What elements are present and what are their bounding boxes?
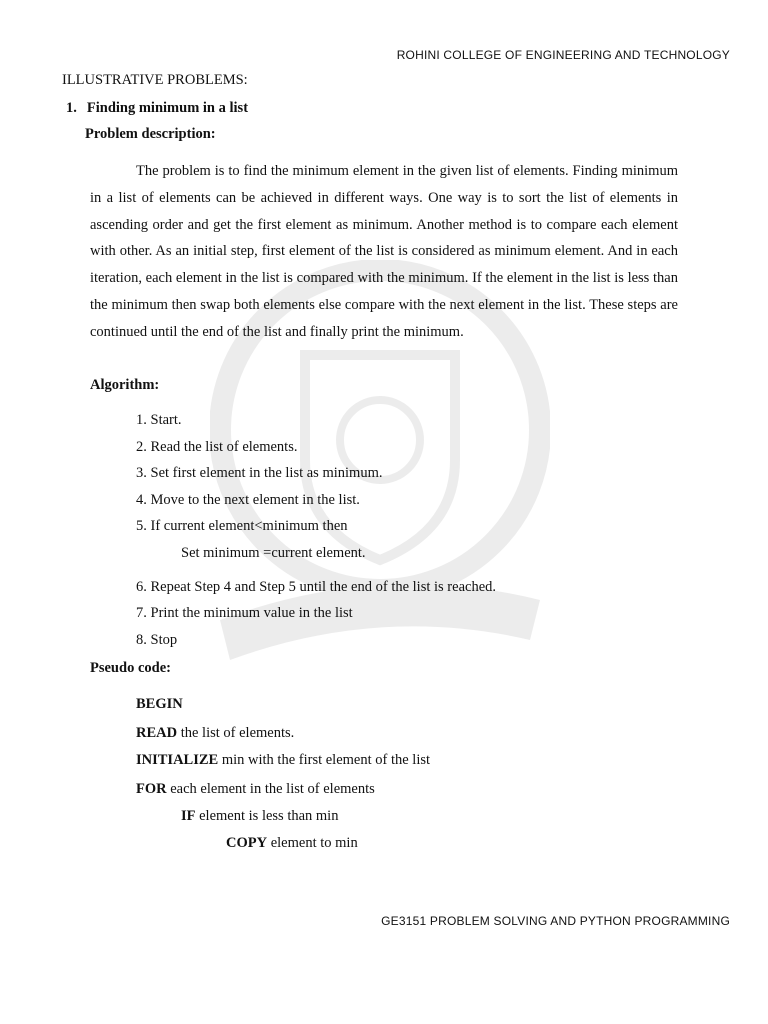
problem-number: 1. — [66, 100, 77, 116]
pseudo-line — [136, 725, 294, 742]
algorithm-step: 7. Print the minimum value in the list — [136, 605, 353, 621]
description-text: The problem is to find the minimum element in the given list of elements. Finding minimum in a list of elements can be achieved in different ways. One way is to sort the list of elements in ascending order and get the first element as minimum. Another method is to compare each element with other. As an initial step, first element of the list is considered as minimum element. And in each iteration, each element in the list is compared with the minimum. If the element in the list is less than the minimum then swap both elements else compare with the next element in the list. These steps are continued until the end of the list and finally print the minimum. — [90, 163, 678, 340]
pseudo-text: element to min — [267, 835, 358, 851]
pseudo-keyword: IF — [181, 808, 196, 824]
algorithm-heading: Algorithm: — [90, 377, 160, 393]
pseudo-text: min with the first element of the list — [218, 752, 431, 768]
algorithm-step: 1. Start. — [136, 412, 182, 428]
algorithm-substep: Set minimum =current element. — [181, 545, 366, 561]
pseudo-text: the list of elements. — [177, 725, 295, 741]
algorithm-step: 6. Repeat Step 4 and Step 5 until the end of the list is reached. — [136, 579, 497, 595]
page-header: ROHINI COLLEGE OF ENGINEERING AND TECHNOLOGY — [396, 48, 730, 62]
pseudo-line — [226, 835, 358, 852]
pseudo-line — [181, 808, 338, 825]
pseudo-line — [136, 696, 183, 713]
problem-description — [90, 158, 678, 346]
pseudo-keyword: BEGIN — [136, 696, 183, 712]
pseudo-keyword: FOR — [136, 781, 167, 797]
algorithm-step: 5. If current element<minimum then — [136, 518, 348, 534]
pseudo-keyword: INITIALIZE — [136, 752, 219, 768]
pseudo-heading: Pseudo code: — [90, 660, 171, 676]
pseudo-text: element is less than min — [195, 808, 339, 824]
description-heading: Problem description: — [85, 126, 216, 142]
algorithm-step: 3. Set first element in the list as minimum. — [136, 465, 383, 481]
algorithm-step: 8. Stop — [136, 632, 178, 648]
page-footer: GE3151 PROBLEM SOLVING AND PYTHON PROGRAMMING — [381, 914, 730, 928]
pseudo-line — [136, 752, 430, 769]
problem-title — [66, 100, 248, 117]
pseudo-text: each element in the list of elements — [166, 781, 375, 797]
algorithm-step: 2. Read the list of elements. — [136, 439, 298, 455]
problem-title-text: Finding minimum in a list — [86, 100, 249, 116]
section-heading: ILLUSTRATIVE PROBLEMS: — [62, 72, 248, 88]
pseudo-keyword: READ — [136, 725, 178, 741]
algorithm-step: 4. Move to the next element in the list. — [136, 492, 360, 508]
pseudo-keyword: COPY — [226, 835, 268, 851]
pseudo-line — [136, 781, 375, 798]
